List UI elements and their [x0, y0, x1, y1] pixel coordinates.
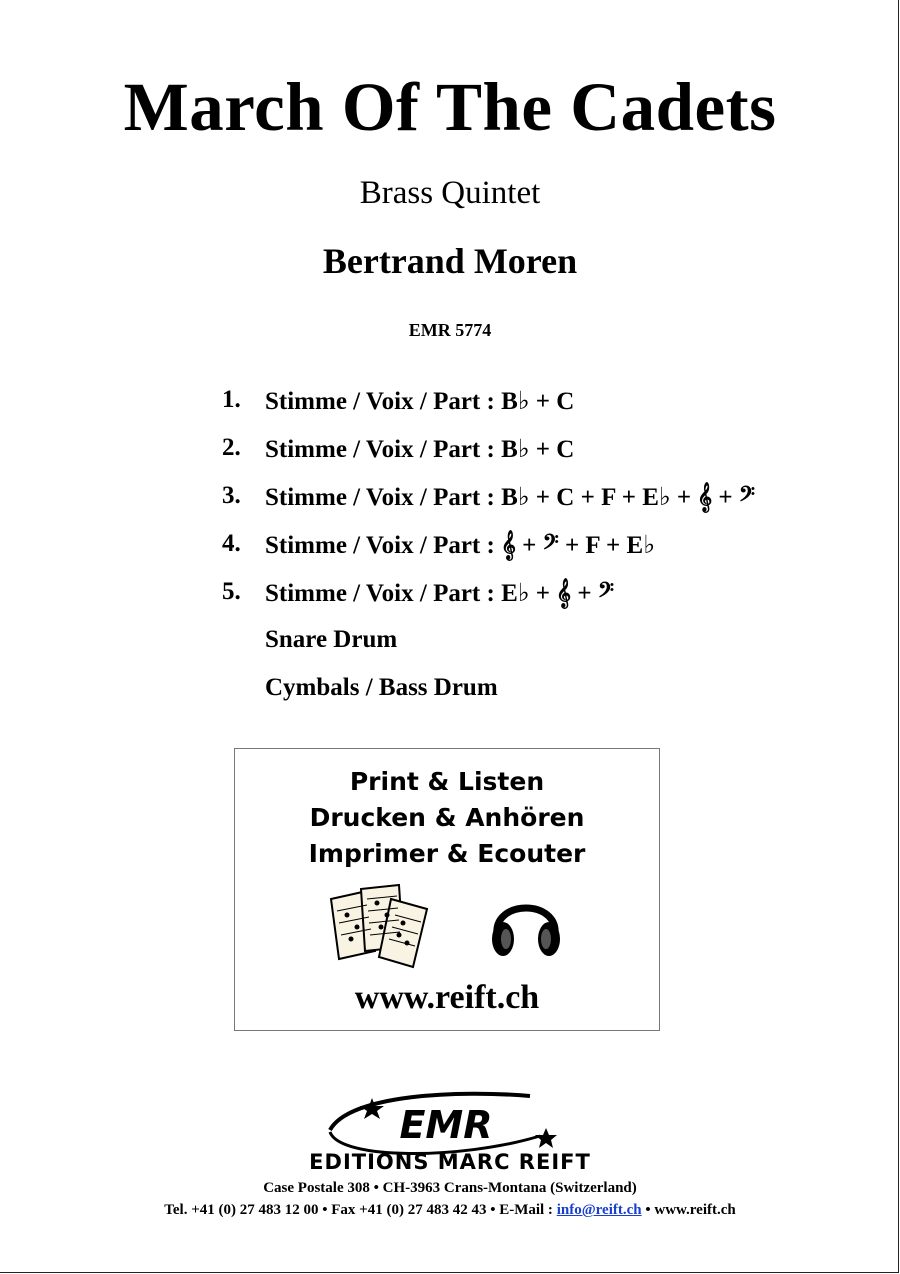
part-instruments: 𝄞 + 𝄢 + F + E♭ — [501, 532, 655, 559]
headphones-icon — [489, 885, 563, 965]
part-instruments: E♭ + 𝄞 + 𝄢 — [501, 580, 614, 607]
part-instruments: B♭ + C — [501, 436, 575, 463]
part-label: Stimme / Voix / Part : — [265, 436, 495, 463]
part-label: Stimme / Voix / Part : — [265, 388, 495, 415]
part-label: Stimme / Voix / Part : — [265, 484, 495, 511]
subtitle: Brass Quintet — [359, 175, 541, 211]
publisher-address: Case Postale 308 • CH-3963 Crans-Montana (Switzerland) — [263, 1180, 637, 1196]
part-text — [265, 578, 614, 608]
extra-part-snare: Snare Drum — [265, 626, 398, 653]
print-listen-box — [234, 748, 660, 1031]
promo-line-3: Imprimer & Ecouter — [308, 839, 586, 868]
email-link[interactable]: info@reift.ch — [556, 1202, 642, 1218]
promo-url: www.reift.ch — [354, 979, 540, 1016]
part-number: 2. — [222, 434, 241, 461]
logo-text: EMR — [399, 1103, 493, 1147]
contact-prefix: Tel. +41 (0) 27 483 12 00 • Fax +41 (0) 27 483 42 43 • E-Mail : — [164, 1202, 557, 1218]
promo-line-1: Print & Listen — [349, 767, 545, 796]
part-text — [265, 530, 655, 560]
publisher-name: EDITIONS MARC REIFT — [309, 1150, 591, 1174]
page-title: March Of The Cadets — [123, 69, 777, 145]
part-label: Stimme / Voix / Part : — [265, 532, 495, 559]
publisher-contact — [0, 1202, 900, 1219]
part-instruments: B♭ + C + F + E♭ + 𝄞 + 𝄢 — [501, 484, 756, 511]
part-text — [265, 434, 574, 464]
part-number: 1. — [222, 386, 241, 413]
part-text — [265, 482, 755, 512]
sheet-music-icon — [327, 881, 437, 971]
part-number: 4. — [222, 530, 241, 557]
promo-line-2: Drucken & Anhören — [309, 803, 585, 832]
extra-part-cymbals: Cymbals / Bass Drum — [265, 674, 498, 701]
composer: Bertrand Moren — [322, 241, 578, 281]
part-text — [265, 386, 574, 416]
catalog-number: EMR 5774 — [408, 320, 492, 340]
contact-suffix: • www.reift.ch — [641, 1202, 736, 1218]
part-number: 5. — [222, 578, 241, 605]
part-number: 3. — [222, 482, 241, 509]
part-label: Stimme / Voix / Part : — [265, 580, 495, 607]
part-instruments: B♭ + C — [501, 388, 575, 415]
